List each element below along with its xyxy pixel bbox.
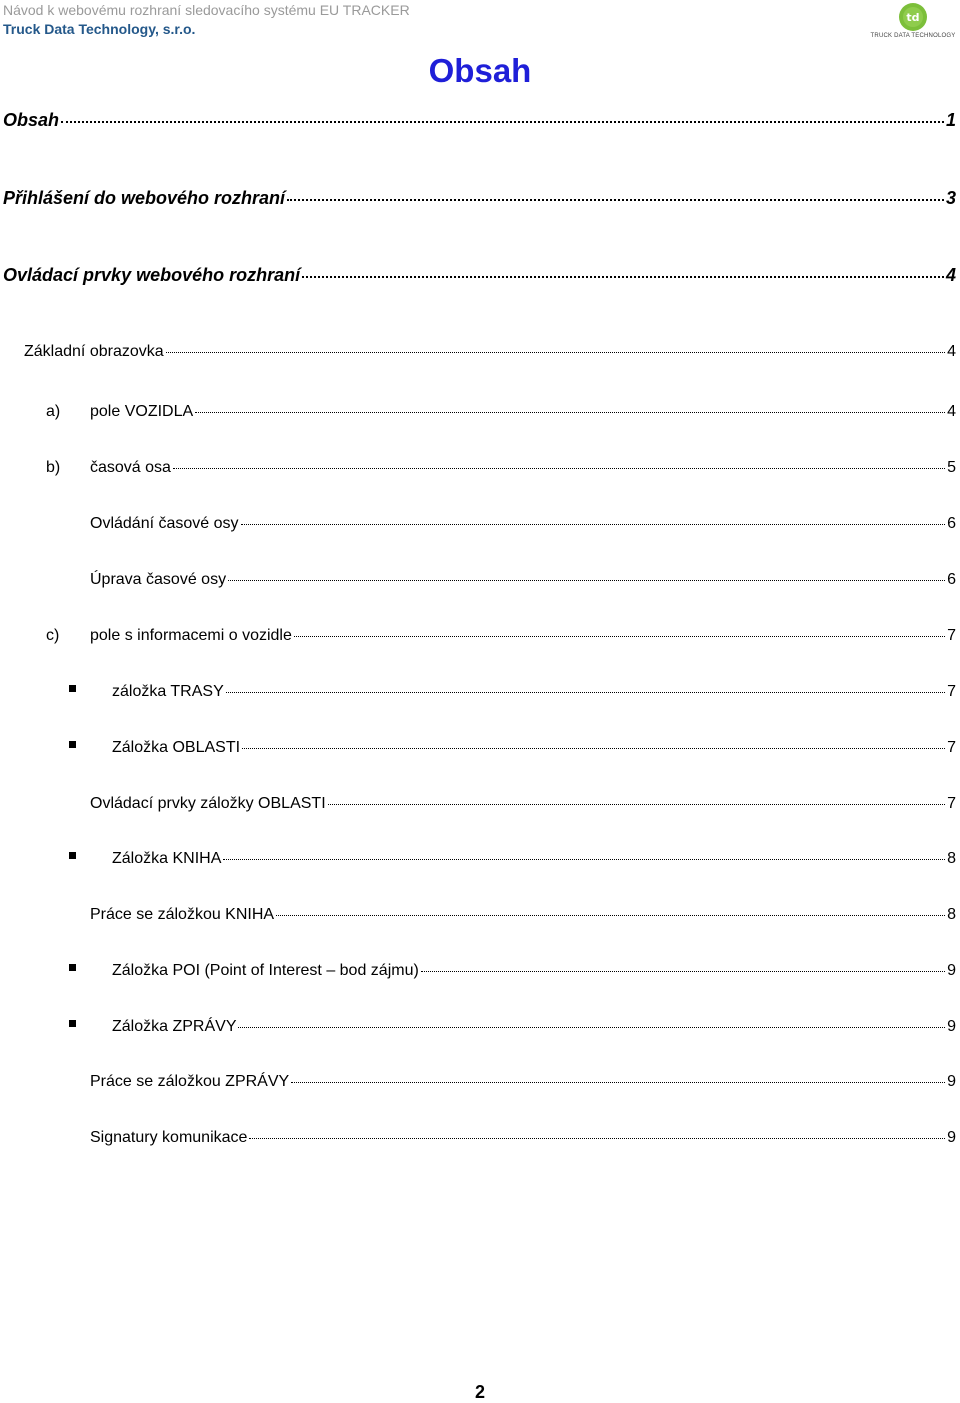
toc-entry[interactable] — [90, 571, 956, 589]
square-bullet-icon — [69, 685, 76, 692]
toc-entry-text: Záložka OBLASTI — [112, 739, 241, 756]
toc-leader — [223, 859, 945, 860]
toc-entry[interactable] — [69, 683, 956, 701]
toc-leader — [294, 636, 945, 637]
toc-entry-page: 9 — [947, 1018, 956, 1035]
toc-entry[interactable] — [3, 188, 956, 209]
toc-entry-text: časová osa — [90, 459, 171, 476]
toc-entry[interactable] — [90, 906, 956, 924]
toc-leader — [421, 971, 945, 972]
toc-entry-marker: c) — [46, 627, 60, 644]
toc-entry-page: 9 — [947, 1073, 956, 1090]
toc-leader — [287, 199, 944, 201]
toc-entry[interactable] — [3, 265, 956, 286]
tdt-logo-icon — [898, 2, 928, 32]
toc-entry-text: Záložka POI (Point of Interest – bod zájmu) — [112, 962, 419, 979]
toc-entry-page: 4 — [947, 343, 956, 360]
header-document-title: Návod k webovému rozhraní sledovacího systému EU TRACKER — [3, 2, 410, 18]
toc-leader — [291, 1082, 945, 1083]
toc-leader — [241, 524, 946, 525]
company-logo — [870, 2, 956, 42]
toc-entry-text: Signatury komunikace — [90, 1129, 248, 1146]
toc-entry[interactable] — [24, 343, 956, 361]
toc-entry-page: 5 — [947, 459, 956, 476]
toc-leader — [328, 804, 945, 805]
header-company-name: Truck Data Technology, s.r.o. — [3, 21, 196, 37]
toc-entry-marker: b) — [46, 459, 61, 476]
toc-entry[interactable] — [69, 962, 956, 980]
toc-entry[interactable] — [46, 459, 956, 477]
toc-entry-page: 9 — [947, 962, 956, 979]
toc-entry[interactable] — [3, 110, 956, 131]
toc-entry-page: 6 — [947, 571, 956, 588]
toc-entry-marker: a) — [46, 403, 61, 420]
toc-leader — [226, 692, 945, 693]
svg-text:td: td — [906, 11, 920, 24]
toc-entry-page: 8 — [947, 906, 956, 923]
square-bullet-icon — [69, 852, 76, 859]
toc-entry-text: Ovládací prvky webového rozhraní — [3, 265, 301, 285]
toc-entry[interactable] — [69, 1018, 956, 1036]
toc-entry[interactable] — [69, 739, 956, 757]
toc-entry[interactable] — [90, 515, 956, 533]
toc-entry-page: 7 — [947, 739, 956, 756]
toc-entry-text: Práce se záložkou KNIHA — [90, 906, 275, 923]
toc-entry[interactable] — [90, 1129, 956, 1147]
toc-entry[interactable] — [69, 850, 956, 868]
square-bullet-icon — [69, 1020, 76, 1027]
toc-leader — [249, 1138, 945, 1139]
toc-leader — [276, 915, 945, 916]
toc-entry-text: Základní obrazovka — [24, 343, 164, 360]
toc-entry-text: Úprava časové osy — [90, 571, 227, 588]
toc-entry-text: Ovládání časové osy — [90, 515, 239, 532]
toc-leader — [242, 748, 945, 749]
toc-entry[interactable] — [46, 627, 956, 645]
toc-entry-page: 4 — [947, 403, 956, 420]
square-bullet-icon — [69, 964, 76, 971]
toc-entry-page: 6 — [947, 515, 956, 532]
toc-entry-page: 4 — [945, 265, 956, 285]
page-number: 2 — [474, 1382, 485, 1402]
toc-entry-page: 7 — [947, 795, 956, 812]
toc-entry[interactable] — [46, 403, 956, 421]
toc-leader — [195, 412, 945, 413]
toc-entry-page: 9 — [947, 1129, 956, 1146]
page-title: Obsah — [428, 52, 532, 89]
toc-entry-text: Obsah — [3, 110, 60, 130]
toc-entry[interactable] — [90, 1073, 956, 1091]
toc-leader — [166, 352, 945, 353]
toc-entry[interactable] — [90, 795, 956, 813]
toc-entry-text: Ovládací prvky záložky OBLASTI — [90, 795, 326, 812]
toc-leader — [302, 276, 944, 278]
toc-entry-text: Práce se záložkou ZPRÁVY — [90, 1073, 290, 1090]
toc-entry-page: 8 — [947, 850, 956, 867]
toc-leader — [228, 580, 945, 581]
logo-text: TRUCK DATA TECHNOLOGY — [870, 33, 956, 39]
toc-entry-page: 7 — [947, 683, 956, 700]
toc-entry-text: Záložka ZPRÁVY — [112, 1018, 237, 1035]
toc-entry-page: 1 — [945, 110, 956, 130]
toc-leader — [61, 121, 944, 123]
toc-leader — [238, 1027, 945, 1028]
toc-leader — [173, 468, 945, 469]
toc-entry-page: 3 — [945, 188, 956, 208]
square-bullet-icon — [69, 741, 76, 748]
toc-entry-text: záložka TRASY — [112, 683, 224, 700]
toc-entry-text: pole s informacemi o vozidle — [90, 627, 292, 644]
toc-entry-text: Záložka KNIHA — [112, 850, 222, 867]
toc-entry-text: Přihlášení do webového rozhraní — [3, 188, 286, 208]
toc-entry-page: 7 — [947, 627, 956, 644]
toc-entry-text: pole VOZIDLA — [90, 403, 194, 420]
